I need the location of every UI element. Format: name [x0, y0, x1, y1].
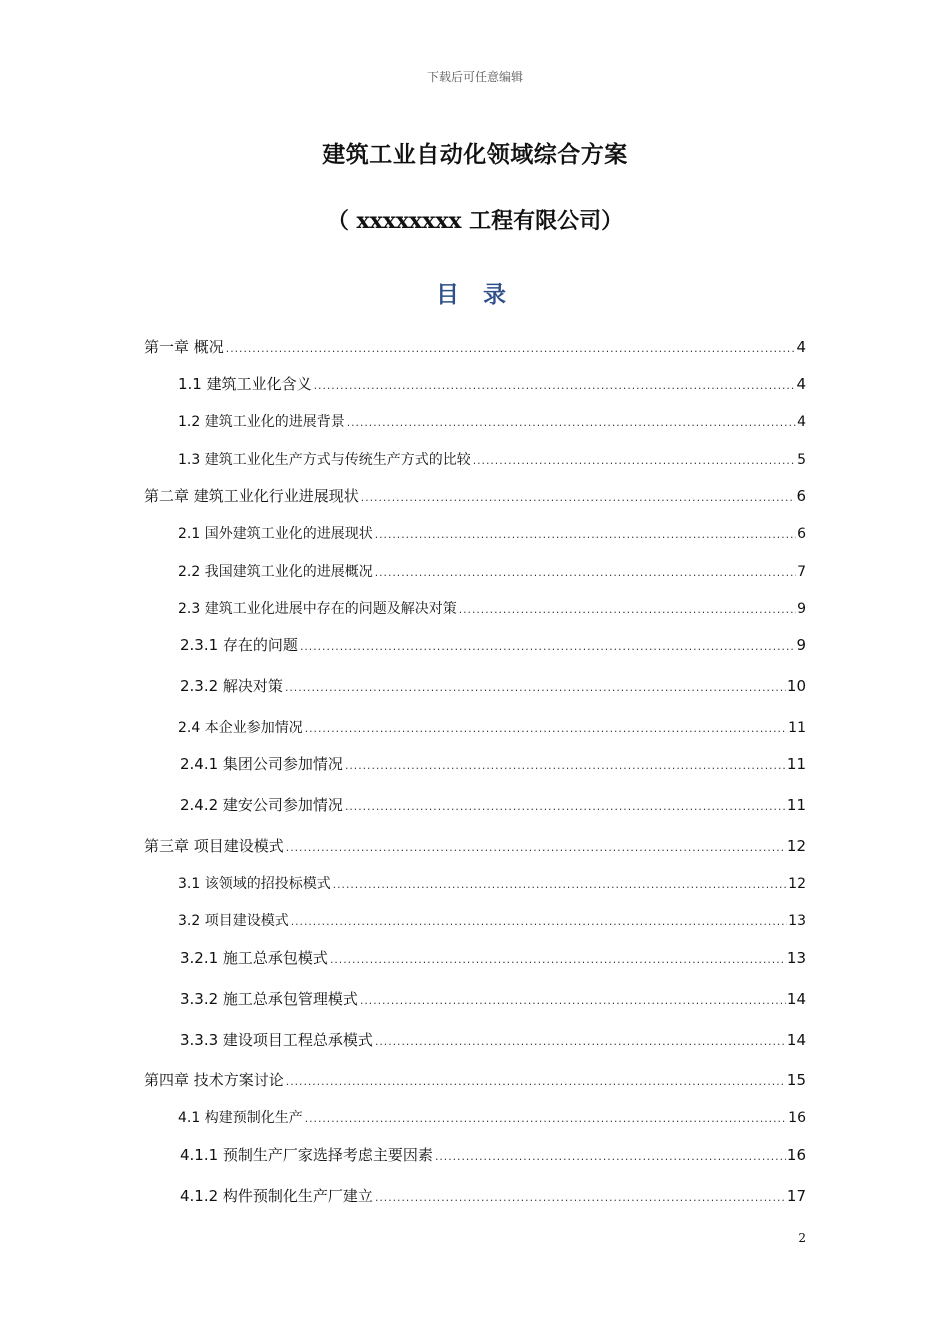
toc-entry[interactable] — [178, 910, 806, 930]
toc-entry[interactable] — [180, 988, 806, 1009]
toc-entry[interactable] — [178, 873, 806, 893]
toc-entry-label: 2.3.1 存在的问题 — [180, 636, 298, 654]
toc-entry-label: 3.2.1 施工总承包模式 — [180, 949, 328, 967]
toc-entry-label: 4.1.1 预制生产厂家选择考虑主要因素 — [180, 1146, 433, 1164]
toc-entry-page: 14 — [786, 990, 806, 1008]
toc-leader — [304, 1115, 787, 1125]
toc-entry-page: 13 — [786, 949, 806, 967]
toc-entry-page: 17 — [786, 1187, 806, 1205]
toc-entry-page: 4 — [796, 375, 806, 393]
toc-entry[interactable] — [180, 1185, 806, 1206]
toc-entry[interactable] — [178, 373, 806, 394]
toc-entry-label: 3.1 该领域的招投标模式 — [178, 876, 331, 892]
toc-entry-page: 13 — [788, 913, 806, 929]
toc-entry-label: 3.2 项目建设模式 — [178, 913, 289, 929]
toc-leader — [374, 531, 796, 541]
toc-leader — [299, 643, 796, 653]
toc-entry-label: 2.4.1 集团公司参加情况 — [180, 755, 343, 773]
toc-leader — [304, 725, 787, 735]
toc-leader — [329, 956, 786, 966]
toc-entry[interactable] — [144, 336, 806, 357]
toc-leader — [458, 606, 796, 616]
toc-entry-page: 9 — [796, 636, 806, 654]
toc-entry-page: 6 — [796, 487, 806, 505]
toc-entry-label: 3.3.2 施工总承包管理模式 — [180, 990, 358, 1008]
toc-leader — [285, 844, 786, 854]
toc-entry-page: 4 — [797, 414, 806, 430]
toc-leader — [332, 881, 787, 891]
toc-leader — [284, 684, 786, 694]
toc-entry[interactable] — [180, 675, 806, 696]
toc-entry[interactable] — [180, 753, 806, 774]
toc-entry[interactable] — [178, 1107, 806, 1127]
toc-entry-label: 第一章 概况 — [144, 338, 224, 356]
toc-entry-page: 4 — [796, 338, 806, 356]
toc-entry-label: 2.4.2 建安公司参加情况 — [180, 796, 343, 814]
toc-entry-page: 16 — [788, 1110, 806, 1126]
toc-entry[interactable] — [180, 634, 806, 655]
toc-entry-page: 10 — [786, 677, 806, 695]
toc-entry-page: 11 — [786, 755, 806, 773]
toc-leader — [472, 457, 796, 467]
toc-leader — [290, 918, 787, 928]
toc-entry-label: 1.3 建筑工业化生产方式与传统生产方式的比较 — [178, 452, 471, 468]
toc-leader — [344, 803, 786, 813]
toc-leader — [374, 1194, 786, 1204]
page-number: 2 — [798, 1231, 806, 1245]
toc-entry[interactable] — [178, 717, 806, 737]
company-open-paren: （ — [326, 209, 357, 234]
toc-entry-label: 3.3.3 建设项目工程总承模式 — [180, 1031, 373, 1049]
toc-leader — [374, 1038, 786, 1048]
toc-entry-page: 15 — [786, 1071, 806, 1089]
toc-entry-page: 11 — [786, 796, 806, 814]
toc-entry-page: 16 — [786, 1146, 806, 1164]
toc-leader — [360, 494, 796, 504]
toc-entry-page: 11 — [788, 720, 806, 736]
toc-entry-label: 第二章 建筑工业化行业进展现状 — [144, 487, 359, 505]
toc-entry[interactable] — [178, 561, 806, 581]
toc-entry-label: 2.4 本企业参加情况 — [178, 720, 303, 736]
toc-heading: 目 录 — [435, 282, 514, 308]
toc-entry-page: 12 — [788, 876, 806, 892]
toc-entry-label: 1.1 建筑工业化含义 — [178, 375, 312, 393]
toc-leader — [225, 345, 796, 355]
toc-leader — [313, 382, 796, 392]
toc-entry[interactable] — [144, 835, 806, 856]
toc-entry[interactable] — [180, 794, 806, 815]
toc-entry-page: 9 — [797, 601, 806, 617]
toc-entry[interactable] — [144, 485, 806, 506]
page-header-note: 下载后可任意编辑 — [426, 70, 523, 84]
toc-entry-page: 7 — [797, 564, 806, 580]
toc-leader — [374, 569, 796, 579]
toc-leader — [346, 419, 796, 429]
toc-entry-label: 4.1 构建预制化生产 — [178, 1110, 303, 1126]
toc-entry-label: 2.2 我国建筑工业化的进展概况 — [178, 564, 373, 580]
toc-entry-label: 2.3 建筑工业化进展中存在的问题及解决对策 — [178, 601, 457, 617]
toc-entry[interactable] — [178, 449, 806, 469]
toc-entry-page: 5 — [797, 452, 806, 468]
toc-entry[interactable] — [180, 1029, 806, 1050]
company-name: xxxxxxxx — [356, 208, 462, 234]
toc-entry-label: 第四章 技术方案讨论 — [144, 1071, 284, 1089]
toc-entry[interactable] — [178, 411, 806, 431]
toc-entry-label: 2.3.2 解决对策 — [180, 677, 283, 695]
toc-entry[interactable] — [180, 1144, 806, 1165]
toc-leader — [344, 762, 786, 772]
toc-entry-page: 12 — [786, 837, 806, 855]
toc-entry[interactable] — [178, 523, 806, 543]
company-suffix: 工程有限公司） — [461, 209, 624, 234]
toc-entry[interactable] — [180, 947, 806, 968]
toc-entry-label: 第三章 项目建设模式 — [144, 837, 284, 855]
toc-entry[interactable] — [144, 1069, 806, 1090]
toc-entry-label: 1.2 建筑工业化的进展背景 — [178, 414, 345, 430]
document-title: 建筑工业自动化领域综合方案 — [322, 142, 628, 168]
toc-entry-label: 2.1 国外建筑工业化的进展现状 — [178, 526, 373, 542]
toc-leader — [359, 997, 786, 1007]
toc-entry[interactable] — [178, 598, 806, 618]
toc-leader — [434, 1153, 786, 1163]
toc-leader — [285, 1078, 786, 1088]
toc-entry-page: 6 — [797, 526, 806, 542]
toc-entry-page: 14 — [786, 1031, 806, 1049]
toc-entry-label: 4.1.2 构件预制化生产厂建立 — [180, 1187, 373, 1205]
